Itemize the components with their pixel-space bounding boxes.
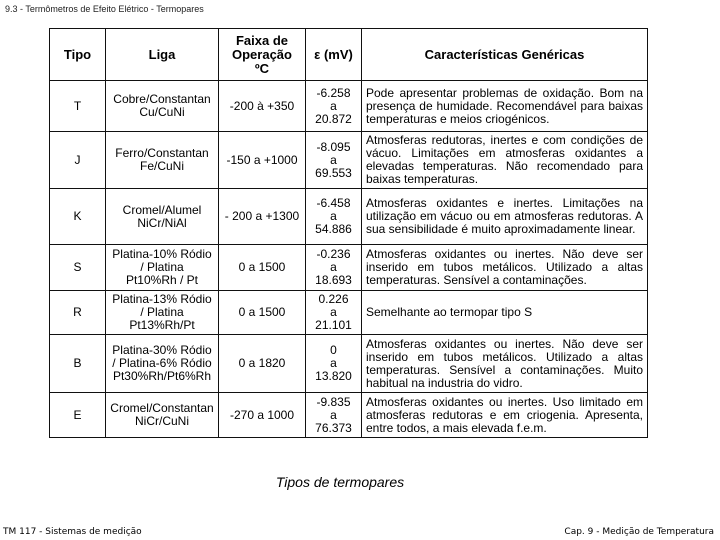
emf-line: a bbox=[330, 407, 337, 422]
header-tipo: Tipo bbox=[50, 29, 106, 81]
liga-line: Platina-30% Ródio bbox=[112, 343, 212, 357]
table-row bbox=[50, 189, 648, 245]
emf-line: -9.835 bbox=[316, 394, 351, 409]
liga-line: NiCr/NiAl bbox=[137, 215, 187, 230]
cell-caracteristicas: Pode apresentar problemas de oxidação. Bom na presença de humidade. Recomendável para baixas temperaturas e meios criogénicos. bbox=[362, 81, 648, 132]
table-row bbox=[50, 81, 648, 132]
table-row bbox=[50, 335, 648, 393]
liga-line: NiCr/CuNi bbox=[135, 414, 189, 428]
cell-tipo: K bbox=[50, 189, 106, 245]
liga-line: Platina-13% Ródio bbox=[112, 292, 212, 306]
table-caption: Tipos de termopares bbox=[275, 474, 405, 490]
cell-faixa: -150 a +1000 bbox=[219, 132, 306, 189]
liga-line: / Platina bbox=[140, 305, 184, 319]
emf-line: 0 bbox=[330, 343, 337, 357]
emf-line: a bbox=[330, 209, 337, 223]
cell-caracteristicas: Atmosferas oxidantes ou inertes. Não deve ser inserido em tubos metálicos. Utilizado a altas temperaturas. Sensível a contaminações. Muito habitual na industria do vidro. bbox=[362, 335, 648, 393]
cell-faixa: - 200 a +1300 bbox=[219, 189, 306, 245]
cell-faixa: 0 a 1500 bbox=[219, 245, 306, 291]
cell-liga bbox=[106, 189, 219, 245]
liga-line: Platina-10% Ródio bbox=[112, 247, 212, 261]
emf-line: 54.886 bbox=[315, 222, 352, 236]
emf-line: a bbox=[330, 260, 337, 274]
page-header: 9.3 - Termômetros de Efeito Elétrico - Termopares bbox=[5, 4, 204, 14]
cell-tipo: J bbox=[50, 132, 106, 189]
liga-line: Cobre/Constantan bbox=[113, 92, 211, 106]
emf-line: a bbox=[330, 356, 337, 370]
cell-emf bbox=[306, 81, 362, 132]
liga-line: Fe/CuNi bbox=[139, 159, 184, 173]
liga-line: Cu/CuNi bbox=[139, 105, 185, 119]
header-caracteristicas: Características Genéricas bbox=[362, 29, 648, 81]
emf-line: -0.236 bbox=[316, 247, 351, 261]
cell-emf bbox=[306, 132, 362, 189]
cell-tipo: S bbox=[50, 245, 106, 291]
emf-line: -8.095 bbox=[316, 139, 351, 154]
thermocouple-table bbox=[49, 28, 648, 438]
cell-caracteristicas: Atmosferas oxidantes ou inertes. Uso limitado em atmosferas redutoras e em criogenia. Apresenta, entre todos, a mais elevada f.e.m. bbox=[362, 393, 648, 438]
table-row bbox=[50, 291, 648, 335]
cell-tipo: E bbox=[50, 393, 106, 438]
cell-emf bbox=[306, 291, 362, 335]
header-liga: Liga bbox=[106, 29, 219, 81]
liga-line: Cromel/Constantan bbox=[110, 401, 214, 415]
cell-caracteristicas: Semelhante ao termopar tipo S bbox=[362, 291, 648, 335]
cell-liga bbox=[106, 81, 219, 132]
cell-tipo: B bbox=[50, 335, 106, 393]
cell-liga bbox=[106, 291, 219, 335]
cell-caracteristicas: Atmosferas oxidantes e inertes. Limitações na utilização em vácuo ou em atmosferas redutoras. A sua sensibilidade é muito aproximadamente linear. bbox=[362, 189, 648, 245]
liga-line: / Platina bbox=[140, 260, 184, 274]
header-faixa-line: Faixa de bbox=[235, 32, 289, 48]
emf-line: 0.226 bbox=[318, 292, 349, 306]
emf-line: a bbox=[330, 152, 337, 167]
emf-line: -6.458 bbox=[316, 196, 351, 210]
table-row bbox=[50, 245, 648, 291]
cell-faixa: -270 a 1000 bbox=[219, 393, 306, 438]
cell-liga bbox=[106, 132, 219, 189]
emf-line: 13.820 bbox=[315, 369, 352, 383]
header-faixa bbox=[219, 29, 306, 81]
cell-emf bbox=[306, 393, 362, 438]
liga-line: Pt30%Rh/Pt6%Rh bbox=[112, 369, 212, 383]
liga-line: / Platina-6% Ródio bbox=[112, 356, 212, 370]
emf-line: -6.258 bbox=[316, 85, 351, 100]
emf-line: 21.101 bbox=[315, 318, 352, 332]
cell-liga bbox=[106, 393, 219, 438]
cell-emf bbox=[306, 245, 362, 291]
cell-tipo: T bbox=[50, 81, 106, 132]
emf-line: 76.373 bbox=[315, 420, 352, 435]
emf-line: 20.872 bbox=[315, 111, 352, 126]
table-row bbox=[50, 393, 648, 438]
cell-liga bbox=[106, 335, 219, 393]
liga-line: Ferro/Constantan bbox=[115, 146, 209, 160]
emf-line: a bbox=[330, 305, 337, 319]
cell-faixa: 0 a 1500 bbox=[219, 291, 306, 335]
emf-line: 18.693 bbox=[315, 273, 352, 287]
footer-course: TM 117 - Sistemas de medição bbox=[3, 527, 142, 537]
liga-line: Pt13%Rh/Pt bbox=[129, 318, 195, 332]
cell-faixa: -200 à +350 bbox=[219, 81, 306, 132]
liga-line: Cromel/Alumel bbox=[122, 202, 202, 217]
cell-caracteristicas: Atmosferas oxidantes ou inertes. Não deve ser inserido em tubos metálicos. Utilizado a altas temperaturas. Sensível a contaminações. bbox=[362, 245, 648, 291]
cell-faixa: 0 a 1820 bbox=[219, 335, 306, 393]
emf-line: a bbox=[330, 98, 337, 113]
table-header-row bbox=[50, 29, 648, 81]
cell-liga bbox=[106, 245, 219, 291]
liga-line: Pt10%Rh / Pt bbox=[125, 273, 199, 287]
cell-emf bbox=[306, 335, 362, 393]
footer-chapter: Cap. 9 - Medição de Temperatura bbox=[564, 527, 714, 537]
cell-emf bbox=[306, 189, 362, 245]
header-faixa-line: ºC bbox=[254, 60, 270, 76]
header-emf: ε (mV) bbox=[306, 29, 362, 81]
emf-line: 69.553 bbox=[315, 165, 352, 180]
table-row bbox=[50, 132, 648, 189]
header-faixa-line: Operação bbox=[232, 46, 292, 62]
cell-tipo: R bbox=[50, 291, 106, 335]
cell-caracteristicas: Atmosferas redutoras, inertes e com condições de vácuo. Limitações em atmosferas oxidantes a elevadas temperaturas. Não recomendado para baixas temperaturas. bbox=[362, 132, 648, 189]
